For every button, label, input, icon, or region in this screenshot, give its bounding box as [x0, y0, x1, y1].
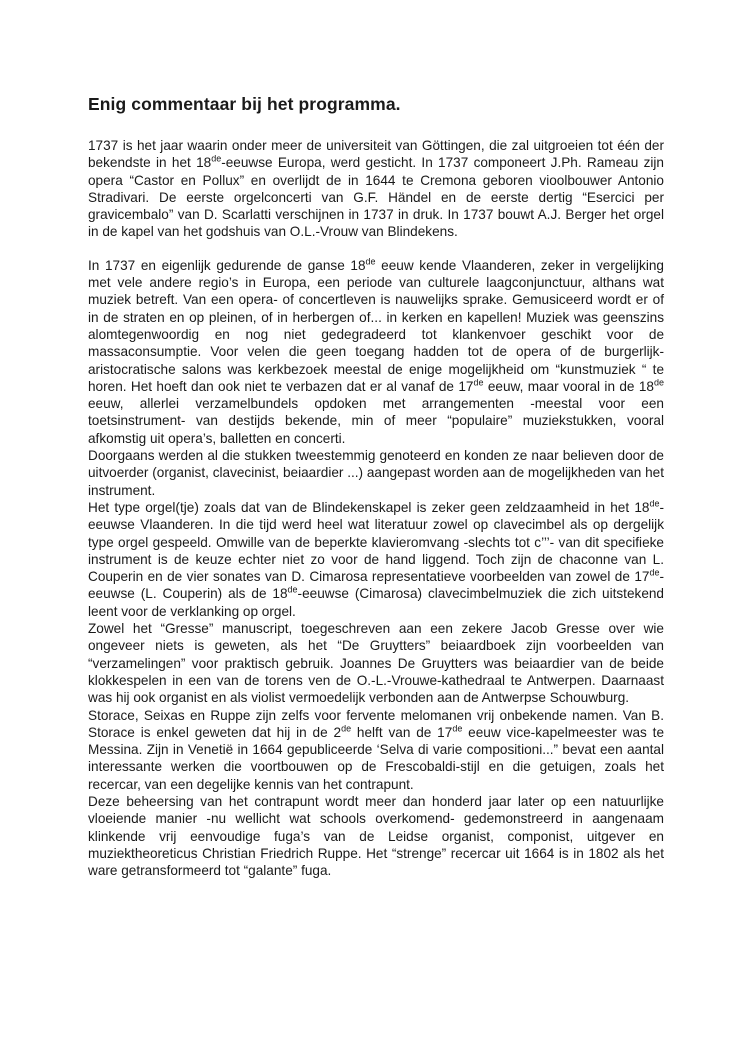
superscript: de	[473, 377, 484, 388]
superscript: de	[653, 377, 664, 388]
paragraph	[88, 447, 664, 499]
text-run: eeuw kende Vlaanderen, zeker in vergelijking met vele andere regio’s in Europa, een periode van culturele laagconjunctuur, althans wat muziek betreft. Van een opera- of concertleven is nauwelijks sprake. Gemusiceerd wordt er of in de straten en op pleinen, of in herbergen of... in kerken en kapellen! Muziek was geenszins alomtegenwoordig en nog niet gedegradeerd tot klankenvoer geschikt voor de massaconsumptie. Voor velen die geen toegang hadden tot de opera of de burgerlijk-aristocratische salons was kerkbezoek meestal de enige mogelijkheid om “kunstmuziek “ te horen. Het hoeft dan ook niet te verbazen dat er al vanaf de 17	[88, 257, 664, 394]
text-run: eeuw, maar vooral in de 18	[483, 378, 654, 394]
text-run: Doorgaans werden al die stukken tweestemmig genoteerd en konden ze naar believen door de uitvoerder (organist, clavecinist, beiaardier ...) aangepast worden aan de mogelijkheden van het instrument.	[88, 448, 664, 498]
text-run: Zowel het “Gresse” manuscript, toegeschreven aan een zekere Jacob Gresse over wie ongeveer niets is geweten, als het “De Gruytters” beiaardboek zijn voorbeelden van “verzamelingen” voor praktisch gebruik. Joannes De Gruytters was beiaardier van de beide klokkespelen in een van de torens ven de O.-L.-Vrouwe-kathedraal te Antwerpen. Daarnaast was hij ook organist en als violist vermoedelijk verbonden aan de Antwerpse Schouwburg.	[88, 621, 664, 706]
text-run: 1737 is het jaar waarin onder meer de universiteit van Göttingen, die zal uitgroeien tot één der bekendste in het 18	[88, 138, 664, 171]
paragraph	[88, 620, 664, 706]
superscript: de	[287, 584, 298, 595]
document-body	[88, 137, 664, 879]
text-run: helft van de 17	[351, 724, 453, 740]
text-run: Storace, Seixas en Ruppe zijn zelfs voor fervente melomanen vrij onbekende namen. Van B. Storace is enkel geweten dat hij in de 2	[88, 707, 664, 740]
text-run: Deze beheersing van het contrapunt wordt meer dan honderd jaar later op een natuurlijke vloeiende manier -nu wellicht wat schools overkomend- gedemonstreerd in aangenaam klinkende vrij eenvoudige fuga’s van de Leidse organist, componist, uitgever en muziektheoreticus Christian Friedrich Ruppe. Het “strenge” recercar uit 1664 is in 1802 als het ware getransformeerd tot “galante” fuga.	[88, 793, 664, 879]
text-run: -eeuwse (L. Couperin) als de 18	[88, 569, 664, 602]
text-run: Het type orgel(tje) zoals dat van de Blindekenskapel is zeker geen zeldzaamheid in het 18	[88, 499, 650, 515]
superscript: de	[649, 567, 660, 578]
text-run: -eeuwse (Cimarosa) clavecimbelmuziek die zich uitstekend leent voor de verklanking op orgel.	[88, 586, 664, 619]
paragraph	[88, 499, 664, 620]
text-run: -eeuwse Vlaanderen. In die tijd werd heel wat literatuur zowel op clavecimbel als op dergelijk type orgel gespeeld. Omwille van de beperkte klavieromvang -slechts tot c’’’- van dit specifieke instrument is de keuze echter niet zo voor de hand liggend. Toch zijn de chaconne van L. Couperin en de vier sonates van D. Cimarosa representatieve voorbeelden van zowel de 17	[88, 499, 664, 585]
superscript: de	[452, 723, 463, 734]
page-title: Enig commentaar bij het programma.	[88, 94, 401, 114]
text-run: -eeuwse Europa, werd gesticht. In 1737 componeert J.Ph. Rameau zijn opera “Castor en Pollux” en overlijdt de in 1644 te Cremona geboren vioolbouwer Antonio Stradivari. De eerste orgelconcerti van G.F. Händel en de eerste dertig “Esercici per gravicembalo” van D. Scarlatti verschijnen in 1737 in druk. In 1737 bouwt A.J. Berger het orgel in de kapel van het godshuis van O.L.-Vrouw van Blindekens.	[88, 155, 664, 240]
paragraph	[88, 793, 664, 879]
text-run: eeuw, allerlei verzamelbundels opdoken met arrangementen -meestal voor een toetsinstrument- van destijds bekende, min of meer “populaire” muziekstukken, vooral afkomstig uit opera’s, balletten en concerti.	[88, 396, 664, 446]
paragraph	[88, 257, 664, 447]
superscript: de	[341, 723, 352, 734]
paragraph	[88, 137, 664, 241]
text-run: eeuw vice-kapelmeester was te Messina. Zijn in Venetië in 1664 gepubliceerde ‘Selva di varie compositioni...” bevat een aantal interessante werken die voortbouwen op de Frescobaldi-stijl en die getuigen, zoals het recercar, van een degelijke kennis van het contrapunt.	[88, 724, 665, 792]
superscript: de	[649, 498, 660, 509]
text-run: In 1737 en eigenlijk gedurende de ganse 18	[88, 257, 366, 273]
paragraph	[88, 707, 664, 793]
superscript: de	[211, 153, 222, 164]
superscript: de	[365, 256, 376, 267]
